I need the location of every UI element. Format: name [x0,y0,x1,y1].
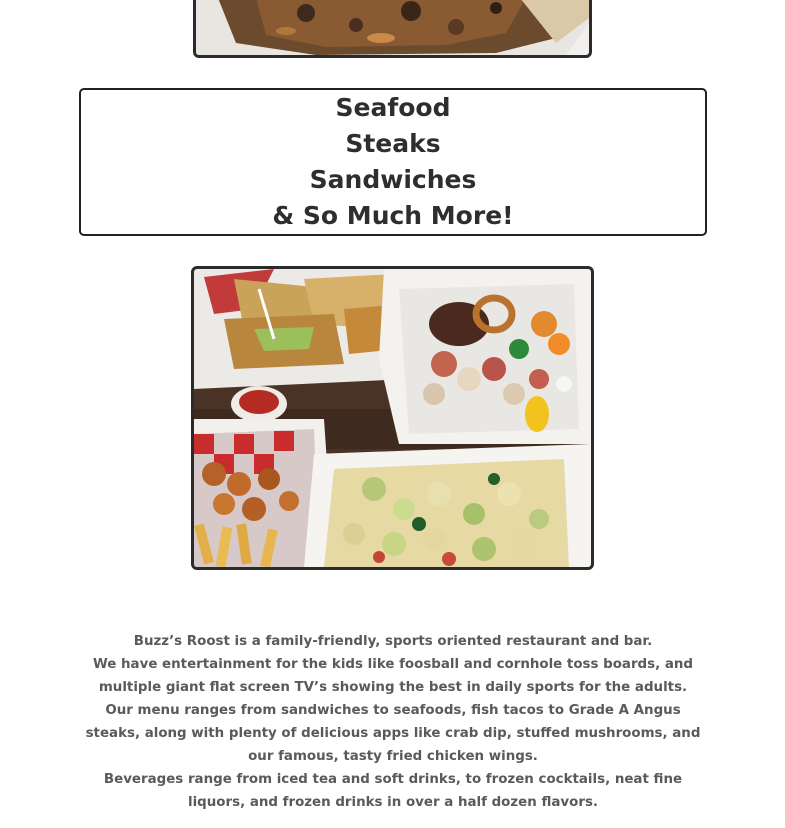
takeout-food-photo [191,266,594,570]
headline-seafood: Seafood [335,93,451,122]
dish-photo-illustration [196,0,589,55]
headline-sandwiches: Sandwiches [309,165,477,194]
headline-and-more: & So Much More! [272,201,514,230]
about-paragraph-menu: Our menu ranges from sandwiches to seafoods, fish tacos to Grade A Angus steaks, along with plenty of delicious apps like crab dip, stuffed mushrooms, and our famous, tasty fried chicken wings. [85,703,701,764]
about-paragraph-entertainment: We have entertainment for the kids like foosball and cornhole toss boards, and multiple giant flat screen TV’s showing the best in daily sports for the adults. [92,657,694,695]
about-paragraph-intro: Buzz’s Roost is a family-friendly, sports oriented restaurant and bar. [133,634,653,649]
headline-steaks: Steaks [345,129,441,158]
about-paragraph-beverages: Beverages range from iced tea and soft drinks, to frozen cocktails, neat fine liquors, and frozen drinks in over a half dozen flavors. [103,772,683,810]
dish-photo [193,0,592,58]
about-section [78,630,708,814]
takeout-food-illustration [194,269,591,567]
menu-highlights-box [79,88,707,236]
